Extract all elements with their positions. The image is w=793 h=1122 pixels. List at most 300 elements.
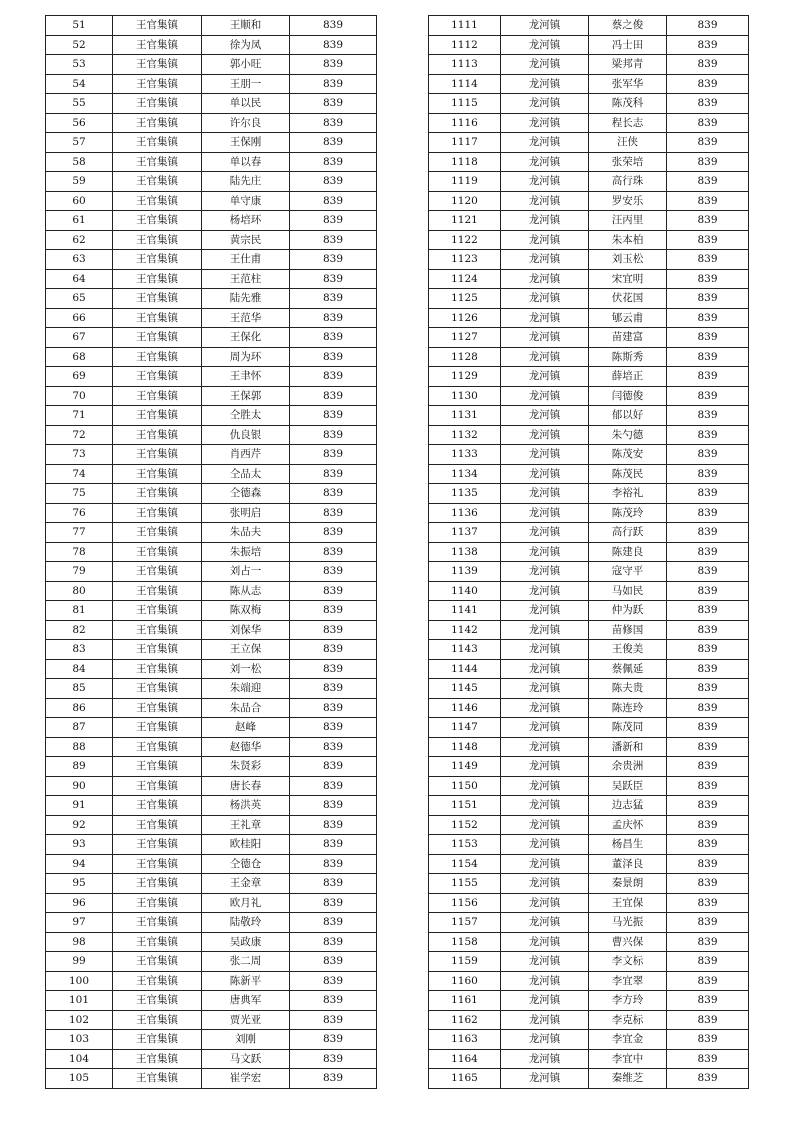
serial-number-cell: 64 [46,269,113,289]
table-row [46,1030,377,1050]
amount-cell: 839 [290,679,377,699]
table-row [429,55,749,75]
amount-cell: 839 [290,718,377,738]
amount-cell: 839 [290,659,377,679]
serial-number-cell: 1138 [429,542,501,562]
amount-cell: 839 [290,113,377,133]
table-row [46,698,377,718]
person-name-cell: 陈从志 [202,581,290,601]
amount-cell: 839 [667,503,749,523]
person-name-cell: 王范柱 [202,269,290,289]
town-cell: 龙河镇 [501,152,589,172]
table-row [46,971,377,991]
person-name-cell: 薛培正 [589,367,667,387]
serial-number-cell: 1148 [429,737,501,757]
table-row [429,94,749,114]
serial-number-cell: 1146 [429,698,501,718]
person-name-cell: 蔡佩延 [589,659,667,679]
amount-cell: 839 [667,991,749,1011]
amount-cell: 839 [667,718,749,738]
serial-number-cell: 63 [46,250,113,270]
serial-number-cell: 1123 [429,250,501,270]
town-cell: 龙河镇 [501,542,589,562]
amount-cell: 839 [667,55,749,75]
amount-cell: 839 [667,893,749,913]
person-name-cell: 陆先雅 [202,289,290,309]
serial-number-cell: 1124 [429,269,501,289]
person-name-cell: 蔡之俊 [589,16,667,36]
amount-cell: 839 [667,289,749,309]
amount-cell: 839 [667,133,749,153]
town-cell: 龙河镇 [501,659,589,679]
town-cell: 王官集镇 [113,16,202,36]
table-row [46,679,377,699]
person-name-cell: 杨洪英 [202,796,290,816]
town-cell: 王官集镇 [113,425,202,445]
table-row [429,659,749,679]
person-name-cell: 陈建良 [589,542,667,562]
serial-number-cell: 96 [46,893,113,913]
table-row [429,503,749,523]
amount-cell: 839 [667,581,749,601]
table-row [46,523,377,543]
roster-table-right-body [429,16,749,1089]
serial-number-cell: 1120 [429,191,501,211]
serial-number-cell: 54 [46,74,113,94]
table-row [429,74,749,94]
serial-number-cell: 57 [46,133,113,153]
person-name-cell: 吴政康 [202,932,290,952]
town-cell: 王官集镇 [113,1049,202,1069]
town-cell: 龙河镇 [501,94,589,114]
table-row [429,757,749,777]
person-name-cell: 朱勺德 [589,425,667,445]
table-row [429,35,749,55]
serial-number-cell: 86 [46,698,113,718]
amount-cell: 839 [667,835,749,855]
table-row [429,445,749,465]
serial-number-cell: 69 [46,367,113,387]
town-cell: 龙河镇 [501,464,589,484]
person-name-cell: 李裕礼 [589,484,667,504]
amount-cell: 839 [290,94,377,114]
table-row [46,367,377,387]
table-row [429,640,749,660]
serial-number-cell: 58 [46,152,113,172]
amount-cell: 839 [290,328,377,348]
table-row [429,601,749,621]
serial-number-cell: 1126 [429,308,501,328]
table-row [46,1049,377,1069]
serial-number-cell: 105 [46,1069,113,1089]
serial-number-cell: 1131 [429,406,501,426]
amount-cell: 839 [667,815,749,835]
town-cell: 龙河镇 [501,952,589,972]
person-name-cell: 王聿怀 [202,367,290,387]
town-cell: 王官集镇 [113,211,202,231]
town-cell: 龙河镇 [501,113,589,133]
roster-table-left [45,15,377,1089]
table-row [429,328,749,348]
serial-number-cell: 100 [46,971,113,991]
amount-cell: 839 [667,16,749,36]
person-name-cell: 陈双梅 [202,601,290,621]
town-cell: 王官集镇 [113,406,202,426]
amount-cell: 839 [290,406,377,426]
person-name-cell: 单守康 [202,191,290,211]
serial-number-cell: 1115 [429,94,501,114]
serial-number-cell: 85 [46,679,113,699]
person-name-cell: 朱品夫 [202,523,290,543]
amount-cell: 839 [290,893,377,913]
serial-number-cell: 1153 [429,835,501,855]
serial-number-cell: 1155 [429,874,501,894]
amount-cell: 839 [667,152,749,172]
town-cell: 王官集镇 [113,835,202,855]
amount-cell: 839 [290,484,377,504]
table-row [46,542,377,562]
town-cell: 王官集镇 [113,1010,202,1030]
amount-cell: 839 [290,601,377,621]
person-name-cell: 单以春 [202,152,290,172]
amount-cell: 839 [290,191,377,211]
table-row [429,718,749,738]
table-row [429,1049,749,1069]
serial-number-cell: 1164 [429,1049,501,1069]
town-cell: 王官集镇 [113,952,202,972]
amount-cell: 839 [290,133,377,153]
serial-number-cell: 1113 [429,55,501,75]
person-name-cell: 曹兴保 [589,932,667,952]
person-name-cell: 陈茂玲 [589,503,667,523]
table-row [46,406,377,426]
person-name-cell: 黄宗民 [202,230,290,250]
serial-number-cell: 1116 [429,113,501,133]
serial-number-cell: 68 [46,347,113,367]
town-cell: 王官集镇 [113,484,202,504]
town-cell: 王官集镇 [113,698,202,718]
amount-cell: 839 [290,1010,377,1030]
person-name-cell: 王顺和 [202,16,290,36]
serial-number-cell: 1137 [429,523,501,543]
person-name-cell: 马文跃 [202,1049,290,1069]
amount-cell: 839 [290,35,377,55]
town-cell: 龙河镇 [501,523,589,543]
amount-cell: 839 [290,230,377,250]
table-row [429,991,749,1011]
amount-cell: 839 [290,542,377,562]
amount-cell: 839 [667,464,749,484]
amount-cell: 839 [667,757,749,777]
amount-cell: 839 [290,952,377,972]
person-name-cell: 郭小旺 [202,55,290,75]
amount-cell: 839 [290,1069,377,1089]
serial-number-cell: 53 [46,55,113,75]
serial-number-cell: 84 [46,659,113,679]
town-cell: 龙河镇 [501,347,589,367]
town-cell: 龙河镇 [501,425,589,445]
person-name-cell: 陈茂科 [589,94,667,114]
table-row [46,445,377,465]
serial-number-cell: 76 [46,503,113,523]
table-row [46,464,377,484]
person-name-cell: 王保刚 [202,133,290,153]
table-row [429,1069,749,1089]
town-cell: 王官集镇 [113,74,202,94]
person-name-cell: 陈茂民 [589,464,667,484]
amount-cell: 839 [290,971,377,991]
person-name-cell: 陈茂同 [589,718,667,738]
amount-cell: 839 [290,757,377,777]
person-name-cell: 刘保华 [202,620,290,640]
person-name-cell: 宋宜明 [589,269,667,289]
amount-cell: 839 [667,269,749,289]
roster-table-left-body [46,16,377,1089]
table-row [46,113,377,133]
amount-cell: 839 [667,737,749,757]
serial-number-cell: 1147 [429,718,501,738]
table-row [429,562,749,582]
town-cell: 龙河镇 [501,1069,589,1089]
table-row [46,991,377,1011]
table-row [46,55,377,75]
town-cell: 王官集镇 [113,35,202,55]
town-cell: 龙河镇 [501,230,589,250]
table-row [46,425,377,445]
table-row [429,698,749,718]
serial-number-cell: 1121 [429,211,501,231]
serial-number-cell: 1145 [429,679,501,699]
town-cell: 龙河镇 [501,698,589,718]
serial-number-cell: 1141 [429,601,501,621]
serial-number-cell: 1119 [429,172,501,192]
person-name-cell: 吴跃臣 [589,776,667,796]
table-row [46,1010,377,1030]
serial-number-cell: 1159 [429,952,501,972]
town-cell: 王官集镇 [113,289,202,309]
serial-number-cell: 1136 [429,503,501,523]
person-name-cell: 欧月礼 [202,893,290,913]
table-row [46,16,377,36]
town-cell: 王官集镇 [113,737,202,757]
serial-number-cell: 71 [46,406,113,426]
town-cell: 王官集镇 [113,445,202,465]
serial-number-cell: 1129 [429,367,501,387]
person-name-cell: 张荣培 [589,152,667,172]
amount-cell: 839 [667,971,749,991]
table-row [429,367,749,387]
town-cell: 王官集镇 [113,562,202,582]
serial-number-cell: 75 [46,484,113,504]
amount-cell: 839 [667,445,749,465]
serial-number-cell: 1122 [429,230,501,250]
amount-cell: 839 [667,230,749,250]
table-row [429,815,749,835]
town-cell: 王官集镇 [113,874,202,894]
amount-cell: 839 [667,484,749,504]
serial-number-cell: 94 [46,854,113,874]
serial-number-cell: 91 [46,796,113,816]
amount-cell: 839 [290,367,377,387]
town-cell: 王官集镇 [113,640,202,660]
table-row [46,328,377,348]
amount-cell: 839 [290,347,377,367]
table-row [429,172,749,192]
table-row [46,893,377,913]
town-cell: 龙河镇 [501,991,589,1011]
table-row [46,776,377,796]
person-name-cell: 罗安乐 [589,191,667,211]
town-cell: 龙河镇 [501,1030,589,1050]
person-name-cell: 边志猛 [589,796,667,816]
town-cell: 王官集镇 [113,386,202,406]
table-row [429,386,749,406]
serial-number-cell: 1130 [429,386,501,406]
table-row [46,874,377,894]
amount-cell: 839 [667,796,749,816]
person-name-cell: 朱品合 [202,698,290,718]
person-name-cell: 杨培环 [202,211,290,231]
table-row [46,854,377,874]
amount-cell: 839 [667,932,749,952]
amount-cell: 839 [290,172,377,192]
person-name-cell: 孟庆怀 [589,815,667,835]
town-cell: 王官集镇 [113,601,202,621]
serial-number-cell: 90 [46,776,113,796]
table-row [46,581,377,601]
town-cell: 龙河镇 [501,796,589,816]
town-cell: 王官集镇 [113,523,202,543]
town-cell: 龙河镇 [501,620,589,640]
table-row [46,230,377,250]
person-name-cell: 寇守平 [589,562,667,582]
serial-number-cell: 55 [46,94,113,114]
table-row [46,913,377,933]
person-name-cell: 伏花国 [589,289,667,309]
table-row [46,308,377,328]
serial-number-cell: 1127 [429,328,501,348]
table-row [429,211,749,231]
amount-cell: 839 [290,620,377,640]
person-name-cell: 潘新和 [589,737,667,757]
table-row [429,1010,749,1030]
town-cell: 龙河镇 [501,74,589,94]
amount-cell: 839 [290,308,377,328]
serial-number-cell: 1142 [429,620,501,640]
town-cell: 龙河镇 [501,854,589,874]
serial-number-cell: 73 [46,445,113,465]
person-name-cell: 张二周 [202,952,290,972]
person-name-cell: 周为环 [202,347,290,367]
serial-number-cell: 81 [46,601,113,621]
person-name-cell: 陈夫贵 [589,679,667,699]
person-name-cell: 王朋一 [202,74,290,94]
serial-number-cell: 1160 [429,971,501,991]
serial-number-cell: 77 [46,523,113,543]
town-cell: 龙河镇 [501,191,589,211]
amount-cell: 839 [290,640,377,660]
amount-cell: 839 [667,601,749,621]
person-name-cell: 郇云甫 [589,308,667,328]
amount-cell: 839 [667,1010,749,1030]
table-row [429,425,749,445]
table-row [46,250,377,270]
person-name-cell: 张军华 [589,74,667,94]
amount-cell: 839 [667,776,749,796]
person-name-cell: 李方玲 [589,991,667,1011]
town-cell: 龙河镇 [501,445,589,465]
table-row [429,152,749,172]
town-cell: 王官集镇 [113,718,202,738]
amount-cell: 839 [667,74,749,94]
serial-number-cell: 1135 [429,484,501,504]
table-row [46,484,377,504]
town-cell: 王官集镇 [113,94,202,114]
table-row [429,269,749,289]
person-name-cell: 仝德森 [202,484,290,504]
town-cell: 王官集镇 [113,503,202,523]
person-name-cell: 仇良银 [202,425,290,445]
person-name-cell: 刘刚 [202,1030,290,1050]
amount-cell: 839 [290,16,377,36]
person-name-cell: 梁邦青 [589,55,667,75]
serial-number-cell: 1144 [429,659,501,679]
person-name-cell: 刘玉松 [589,250,667,270]
table-row [429,250,749,270]
amount-cell: 839 [667,542,749,562]
town-cell: 龙河镇 [501,133,589,153]
town-cell: 王官集镇 [113,991,202,1011]
amount-cell: 839 [290,425,377,445]
table-row [429,191,749,211]
person-name-cell: 朱本柏 [589,230,667,250]
person-name-cell: 高行珠 [589,172,667,192]
amount-cell: 839 [290,289,377,309]
town-cell: 王官集镇 [113,1030,202,1050]
serial-number-cell: 59 [46,172,113,192]
person-name-cell: 赵峰 [202,718,290,738]
amount-cell: 839 [290,55,377,75]
serial-number-cell: 1140 [429,581,501,601]
serial-number-cell: 1151 [429,796,501,816]
table-row [429,133,749,153]
town-cell: 王官集镇 [113,932,202,952]
amount-cell: 839 [290,269,377,289]
town-cell: 王官集镇 [113,308,202,328]
table-row [46,289,377,309]
table-row [429,854,749,874]
amount-cell: 839 [290,1030,377,1050]
serial-number-cell: 78 [46,542,113,562]
person-name-cell: 李宜金 [589,1030,667,1050]
town-cell: 王官集镇 [113,367,202,387]
serial-number-cell: 1162 [429,1010,501,1030]
town-cell: 王官集镇 [113,854,202,874]
serial-number-cell: 74 [46,464,113,484]
serial-number-cell: 79 [46,562,113,582]
table-row [429,289,749,309]
serial-number-cell: 1111 [429,16,501,36]
serial-number-cell: 88 [46,737,113,757]
town-cell: 王官集镇 [113,230,202,250]
serial-number-cell: 99 [46,952,113,972]
person-name-cell: 王仕甫 [202,250,290,270]
table-row [429,737,749,757]
table-row [429,893,749,913]
table-row [46,932,377,952]
table-row [46,35,377,55]
serial-number-cell: 87 [46,718,113,738]
